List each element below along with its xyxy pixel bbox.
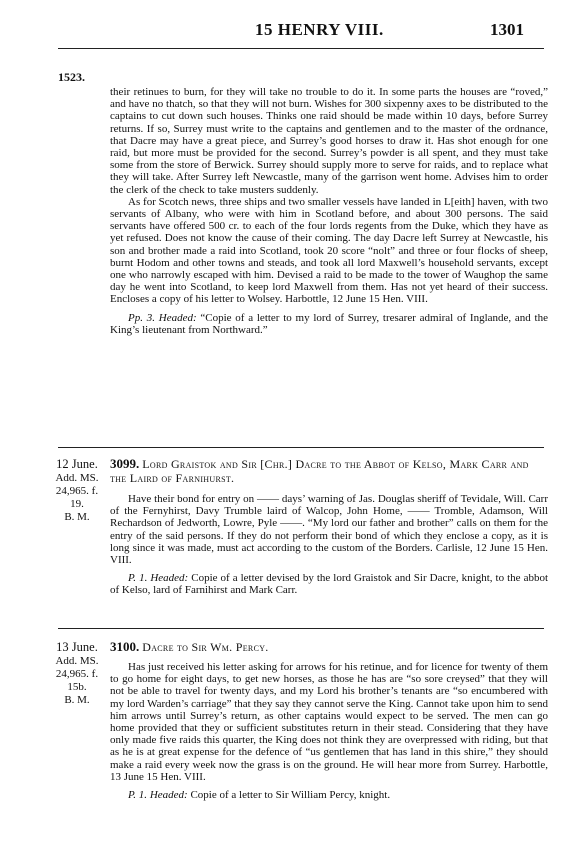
entry-body <box>110 661 548 801</box>
endnote <box>110 789 548 801</box>
endnote-label: Headed: <box>158 311 197 324</box>
folio-ref: 24,965. f. 19. <box>55 485 99 510</box>
endnote-label: Headed: <box>149 789 188 802</box>
entry-date: 12 June. <box>56 457 98 471</box>
repository: B. M. <box>64 694 90 706</box>
header-rule <box>58 48 544 49</box>
entry-divider <box>58 628 544 629</box>
endnote-label: Headed: <box>150 572 189 585</box>
entry-heading <box>110 457 548 485</box>
repository: B. M. <box>64 511 90 523</box>
folio-ref: 24,965. f. 15b. <box>55 668 99 693</box>
endnote-pages: P. 1. <box>128 789 148 802</box>
entry-number: 3099. <box>110 456 140 471</box>
entry-date: 13 June. <box>56 640 98 654</box>
manuscript-ref: Add. MS. <box>55 655 99 667</box>
paragraph: their retinues to burn, for they will take no trouble to do it. In some parts the houses are “roved,” and have no thatch, so that they will not burn. Wishes for 300 sixpenny axes to be distributed to the captains to cut down such houses. Thinks one raid should be made within 10 days, before Surrey returns. If so, Surrey must write to the captains and gentlemen and to the master of the ordnance, that Dacre may have a great piece, and Surrey’s good horses to draw it. Has shot enough for one raid, but more must be provided for the second. Surrey’s powder is all spent, and they must take some from the store of Berwick. Surrey should supply more to serve for raids, and to replace what they will take. After Surrey left Newcastle, many of the garrison went home. Advises him to order the clerk of the check to take musters suddenly. <box>110 86 548 196</box>
endnote-text: “Copie of a letter to my lord of Surrey, tresarer admiral of Inglande, and the King’s lieutenant from Northward.” <box>110 311 548 336</box>
endnote-text: Copie of a letter devised by the lord Graistok and Sir Dacre, knight, to the abbot of Kelso, lard of Farnihirst and Mark Carr. <box>110 572 549 597</box>
endnote <box>110 312 548 336</box>
endnote-pages: P. 1. <box>128 572 148 585</box>
entry-marginal <box>48 640 106 707</box>
paragraph: As for Scotch news, three ships and two smaller vessels have landed in L[eith] haven, with two servants of Albany, who were with him in Scotland before, and about 300 persons. The said servants have offered 500 cr. to each of the four lords regents from the Duke, which they have as yet refused. Does not know the cause of their coming. The day Dacre left Surrey at Newcastle, his son and brother made a raid into Scotland, took 20 score “nolt” and three or four flocks of sheep, burnt Hodom and other towns and steads, and took all lord Maxwell’s household servants, except one who narrowly escaped with him. Devised a raid to be made to the tower of Waughop the same day he went into Scotland, to keep lord Maxwell from them. Has not yet heard of their success. Encloses a copy of his letter to Wolsey. Harbottle, 12 June 15 Hen. VIII. <box>110 195 548 306</box>
endnote-text: Copie of a letter to Sir William Percy, knight. <box>190 789 391 802</box>
entry-body <box>110 493 548 597</box>
continuation-text <box>110 86 548 336</box>
entry-divider <box>58 447 544 448</box>
entry-number: 3100. <box>110 639 140 654</box>
entry-marginal <box>48 457 106 524</box>
manuscript-ref: Add. MS. <box>55 472 99 484</box>
entry-title: Lord Graistok and Sir [Chr.] Dacre to the Abbot of Kelso, Mark Carr and the Laird of Farnihurst. <box>110 457 529 485</box>
page-number: 1301 <box>490 20 524 39</box>
paragraph: Have their bond for entry on —— days’ warning of Jas. Douglas sheriff of Tevidale, Will. Carr of the Fernyhirst, Davy Trumble laird of Walcop, John Home, —— Tromble, Adamson, Will Rechardson of Jedworth, Lowre, Pyle ——. “My lord our father and brother” calls on them for the entry of the said persons. If they do not perform their bond of which they enclose a copy, as it is long since it was made, must act according to the custom of the Borders. Carlisle, 12 June 15 Hen. VIII. <box>110 493 548 567</box>
entry-heading <box>110 640 548 654</box>
running-title: 15 HENRY VIII. <box>255 20 384 39</box>
year-marginal: 1523. <box>58 70 85 84</box>
endnote-pages: Pp. 3. <box>128 311 155 324</box>
entry-title: Dacre to Sir Wm. Percy. <box>142 640 269 654</box>
endnote <box>110 572 548 596</box>
paragraph: Has just received his letter asking for arrows for his retinue, and for licence for twenty of them to go home for eight days, to get new horses, as those he has are “so sore creysed” that they will not be able to travel for twenty days, and my Lord his brother’s tenants are “so encumbered with my lord Warden’s carriage” that they say they cannot serve the King. Cannot take upon him to send him arrows until Surrey’s return, as other captains would expect to be served. The men can go home provided that they or sufficient substitutes return in their stead. Considering that they have only made five raids this quarter, the King does not think they are overpressed with riding, but that as he is at great expense for the defence of “us gentlemen that has land in this shire,” they should make a raid every week now the grass is on the ground. He will hear more from Surrey. Harbottle, 13 June 15 Hen. VIII. <box>110 661 548 783</box>
